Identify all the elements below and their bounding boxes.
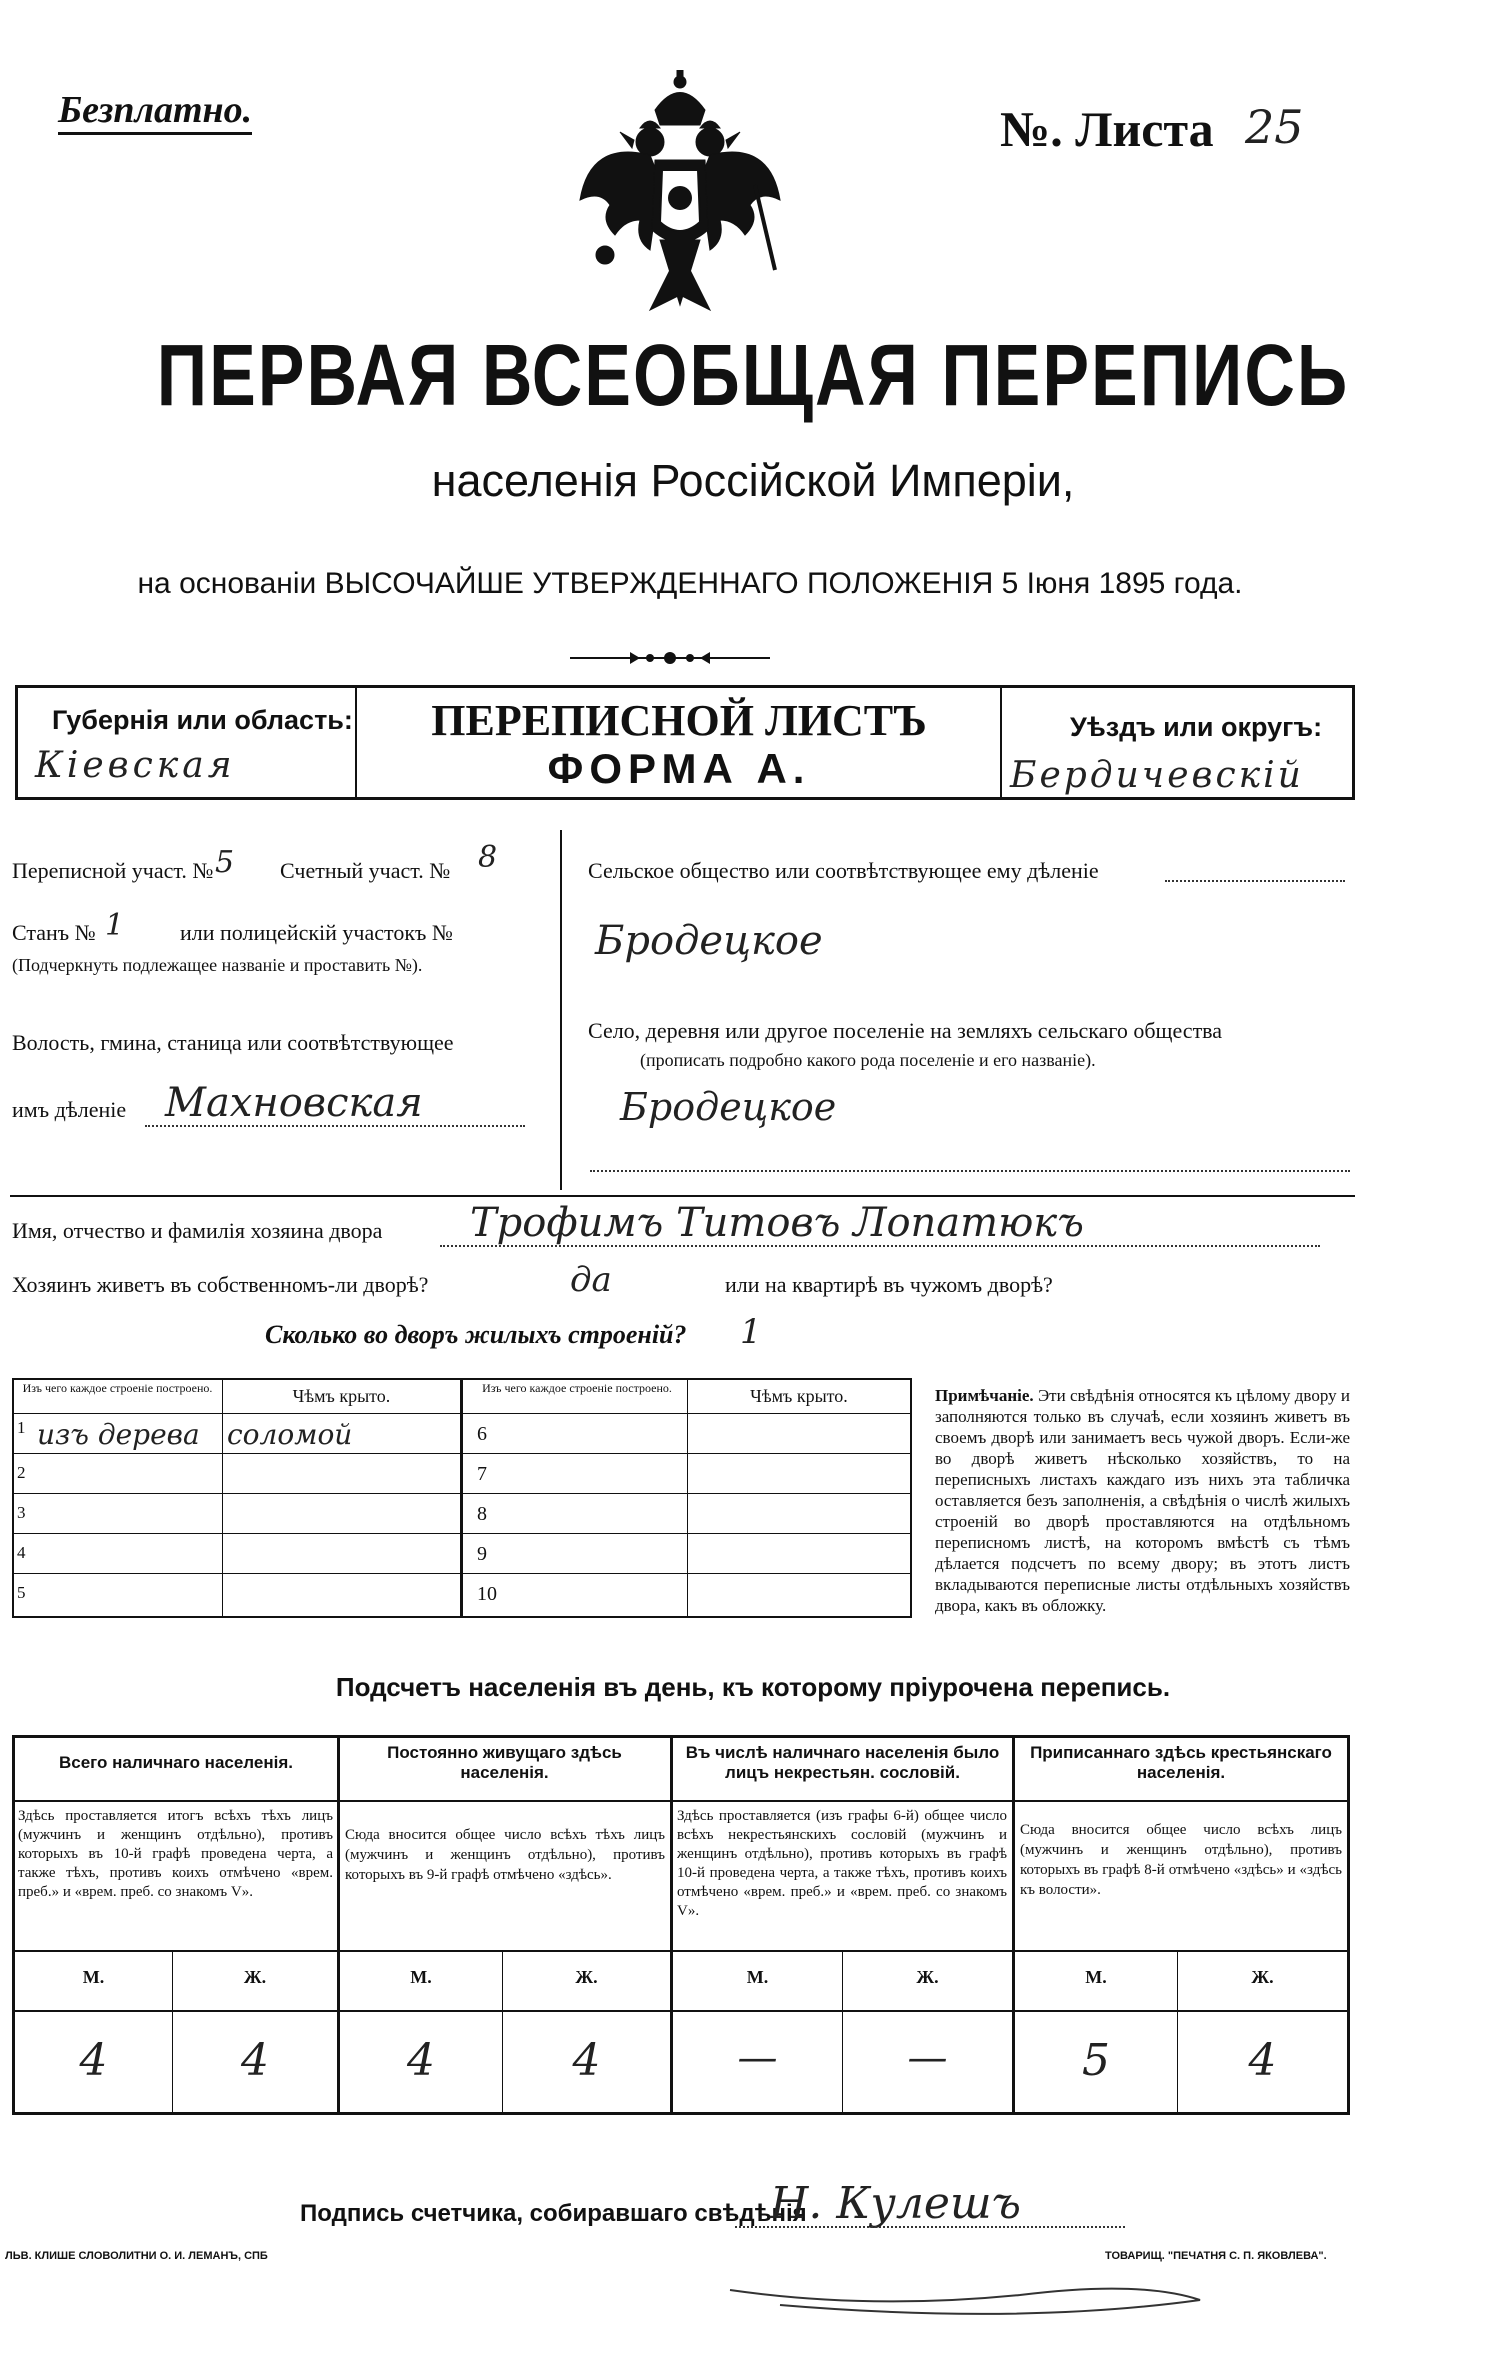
row-number: 7 <box>477 1463 487 1485</box>
form-title: ПЕРЕПИСНОЙ ЛИСТЪ <box>431 696 927 745</box>
buildings-count-value: 1 <box>740 1312 762 1352</box>
double-headed-eagle-icon <box>570 70 790 320</box>
col-roof-header-right: Чѣмъ крыто. <box>750 1386 848 1406</box>
census-basis: на основаніи ВЫСОЧАЙШЕ УТВЕРЖДЕННАГО ПОЛОЖЕНІЯ 5 Іюня 1895 года. <box>137 567 1243 600</box>
volost-label-line1: Волость, гмина, станица или соотвѣтствующее <box>12 1030 454 1055</box>
uezd-label: Уѣздъ или округъ: <box>1070 712 1323 742</box>
police-area-label: или полицейскій участокъ № <box>180 920 453 945</box>
pop-col4-desc: Сюда вносится общее число всѣхъ лицъ (мужчинъ и женщинъ отдѣльно), противъ которыхъ въ графѣ 8-й отмѣчено «здѣсь» и «здѣсь къ волости». <box>1020 1822 1342 1898</box>
volost-value: Махновская <box>165 1080 423 1126</box>
male-label: М. <box>1085 1967 1107 1987</box>
stan-value: 1 <box>105 908 125 943</box>
pop-peasant-male: 5 <box>1082 2035 1110 2086</box>
society-label: Сельское общество или соотвѣтствующее ему дѣленіе <box>588 858 1099 883</box>
row-number: 1 <box>17 1418 26 1437</box>
gubernia-value: Кіевская <box>35 745 236 786</box>
female-label: Ж. <box>575 1967 598 1987</box>
uezd-value: Бердичевскій <box>1010 755 1304 796</box>
census-subtitle: населенія Россійской Имперіи, <box>431 455 1075 506</box>
row-number: 6 <box>477 1423 487 1445</box>
pop-resident-male: 4 <box>407 2035 435 2086</box>
pop-col3-desc: Здѣсь проставляется (изъ графы 6-й) общее число всѣхъ некрестьянскихъ сословій (мужчинъ и женщинъ отдѣльно), противъ которыхъ въ графѣ 10-й проведена черта, а также тѣхъ, противъ коихъ отмѣчено «врем. преб.» и «врем. преб. со знакомъ V». <box>677 1808 1007 1919</box>
row-number: 8 <box>477 1503 487 1525</box>
row-number: 4 <box>17 1543 26 1562</box>
pop-col3-heading: Въ числѣ наличнаго населенія было лицъ некрестьян. сословій. <box>685 1743 1000 1782</box>
buildings-table <box>12 1378 912 1618</box>
population-table <box>12 1735 1350 2115</box>
other-yard-label: или на квартирѣ въ чужомъ дворѣ? <box>725 1272 1053 1297</box>
printer-right: ТОВАРИЩ. "ПЕЧАТНЯ С. П. ЯКОВЛЕВА". <box>1105 2250 1327 2262</box>
col-roof-header: Чѣмъ крыто. <box>292 1386 391 1406</box>
male-label: М. <box>82 1967 105 1987</box>
signature-label: Подпись счетчика, собиравшаго свѣдѣнія <box>300 2200 807 2227</box>
own-yard-label: Хозяинъ живетъ въ собственномъ-ли дворѣ? <box>12 1272 429 1297</box>
pop-total-female: 4 <box>241 2035 269 2086</box>
census-title: ПЕРВАЯ ВСЕОБЩАЯ ПЕРЕПИСЬ <box>156 326 1350 424</box>
col-material-header: Изъ чего каждое строеніе построено. <box>22 1381 213 1395</box>
population-title: Подсчетъ населенія въ день, къ которому пріурочена перепись. <box>335 1672 1171 1702</box>
col-material-header-right: Изъ чего каждое строеніе построено. <box>482 1381 672 1395</box>
pop-col2-heading: Постоянно живущаго здѣсь населенія. <box>387 1743 622 1782</box>
volost-label-line2: имъ дѣленіе <box>12 1097 127 1122</box>
village-label: Село, деревня или другое поселеніе на земляхъ сельскаго общества <box>588 1018 1223 1043</box>
building-roof: соломой <box>227 1418 353 1451</box>
buildings-note: Примѣчаніе. Эти свѣдѣнія относятся къ цѣлому двору и заполняются только въ случаѣ, если хозяинъ живетъ въ своемъ дворѣ или занимаетъ весь чужой дворъ. Если-же во дворѣ живетъ нѣсколько хозяйствъ, то на переписныхъ листахъ каждаго изъ нихъ эта табличка оставляется безъ заполненія, а свѣдѣнія о числѣ жилыхъ строеній во дворѣ проставляются на отдѣльномъ переписномъ листѣ, на которомъ вмѣстѣ съ тѣмъ дѣлается подсчетъ по всему двору; въ этотъ листъ вкладываются переписные листы отдѣльныхъ хозяйствъ двора, какъ въ обложку. <box>935 1386 1350 1615</box>
owner-name-label: Имя, отчество и фамилія хозяина двора <box>12 1218 383 1243</box>
census-area-value: 5 <box>215 845 235 880</box>
pop-nonpeasant-male: — <box>737 2035 778 2081</box>
form-letter: ФОРМА А. <box>547 745 811 792</box>
count-area-label: Счетный участ. № <box>280 858 451 883</box>
building-material: изъ дерева <box>37 1418 200 1451</box>
pop-resident-female: 4 <box>572 2035 601 2086</box>
female-label: Ж. <box>243 1967 267 1987</box>
pop-col1-heading: Всего наличнаго населенія. <box>59 1753 293 1772</box>
pop-col2-desc: Сюда вносится общее число всѣхъ тѣхъ лицъ (мужчинъ и женщинъ отдѣльно), противъ которыхъ въ 9-й графѣ отмѣчено «здѣсь». <box>345 1827 665 1883</box>
pop-total-male: 4 <box>79 2035 108 2086</box>
row-number: 5 <box>17 1583 26 1602</box>
row-number: 9 <box>477 1543 487 1565</box>
male-label: М. <box>746 1967 769 1987</box>
pop-nonpeasant-female: — <box>907 2035 948 2081</box>
sheet-number-value: 25 <box>1245 100 1304 154</box>
sheet-number-label: №. Листа <box>1000 101 1214 157</box>
ornament-divider <box>570 648 770 668</box>
underline-note: (Подчеркнуть подлежащее названіе и проставить №). <box>12 955 423 975</box>
free-label: Безплатно. <box>58 88 252 135</box>
own-yard-value: да <box>570 1260 612 1300</box>
village-note: (прописать подробно какого рода поселеніе и его названіе). <box>640 1050 1096 1070</box>
count-area-value: 8 <box>478 840 498 875</box>
row-number: 2 <box>17 1463 26 1482</box>
row-number: 10 <box>477 1583 497 1605</box>
female-label: Ж. <box>916 1967 939 1987</box>
buildings-count-label: Сколько во дворъ жилыхъ строеній? <box>265 1320 687 1349</box>
gubernia-label: Губернія или область: <box>52 705 353 735</box>
owner-name-value: Трофимъ Титовъ Лопатюкъ <box>470 1200 1084 1246</box>
printer-left: ЛЬВ. КЛИШЕ СЛОВОЛИТНИ О. И. ЛЕМАНЪ, СПБ <box>5 2250 268 2262</box>
census-area-label: Переписной участ. № <box>12 858 214 883</box>
signature-flourish <box>720 2250 1220 2330</box>
row-number: 3 <box>17 1503 26 1522</box>
society-value: Бродецкое <box>595 918 823 964</box>
village-value: Бродецкое <box>620 1085 837 1129</box>
pop-col1-desc: Здѣсь проставляется итогъ всѣхъ тѣхъ лицъ (мужчинъ и женщинъ отдѣльно), противъ которыхъ въ 10-й графѣ проведена черта, а также тѣхъ, противъ коихъ отмѣчено «врем. преб.» и «врем. преб. со знакомъ V». <box>18 1808 333 1900</box>
pop-peasant-female: 4 <box>1248 2035 1277 2086</box>
pop-col4-heading: Приписаннаго здѣсь крестьянскаго населенія. <box>1030 1743 1332 1782</box>
stan-label: Станъ № <box>12 920 96 945</box>
male-label: М. <box>410 1967 432 1987</box>
female-label: Ж. <box>1251 1967 1274 1987</box>
signature-value: Н. Кулешъ <box>770 2178 1021 2229</box>
